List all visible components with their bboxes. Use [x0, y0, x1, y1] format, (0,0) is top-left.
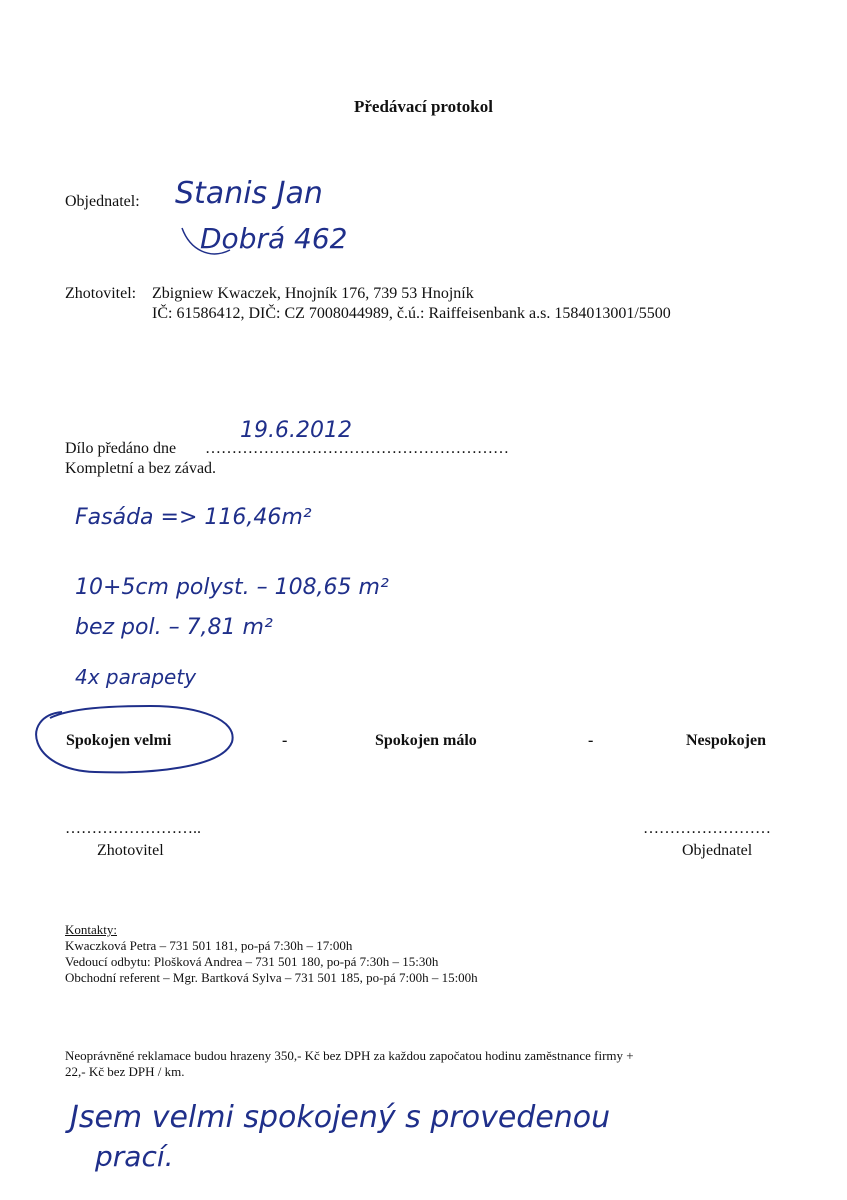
signature-line-customer: ……………………: [643, 820, 771, 837]
satisfaction-separator: -: [588, 732, 594, 749]
satisfaction-separator: -: [282, 732, 288, 749]
contractor-line2: IČ: 61586412, DIČ: CZ 7008044989, č.ú.: Raiffeisenbank a.s. 1584013001/5500: [152, 305, 671, 322]
contractor-label: Zhotovitel:: [65, 285, 137, 302]
handover-label: Dílo předáno dne: [65, 440, 177, 457]
contractor-line1: Zbigniew Kwaczek, Hnojník 176, 739 53 Hnojník: [152, 285, 474, 302]
satisfaction-option-little: Spokojen málo: [375, 732, 477, 749]
handover-dotted-line: …………………………………………………: [205, 440, 509, 457]
comment-handwritten: Jsem velmi spokojený s provedenou: [70, 1100, 611, 1135]
comment-handwritten: prací.: [95, 1140, 174, 1173]
signature-label-customer: Objednatel: [682, 842, 753, 859]
page-title: Předávací protokol: [354, 97, 493, 116]
handover-date-handwritten: 19.6.2012: [240, 418, 352, 443]
note-line: Fasáda => 116,46m²: [75, 505, 312, 530]
contact-line: Kwaczková Petra – 731 501 181, po-pá 7:30h – 17:00h: [65, 938, 353, 953]
note-line: 4x parapety: [75, 665, 197, 689]
handover-status: Kompletní a bez závad.: [65, 460, 217, 477]
customer-label: Objednatel:: [65, 193, 140, 210]
disclaimer-line: 22,- Kč bez DPH / km.: [65, 1064, 185, 1079]
note-line: 10+5cm polyst. – 108,65 m²: [75, 575, 389, 600]
signature-line-contractor: ……………………..: [65, 820, 201, 837]
contact-line: Obchodní referent – Mgr. Bartková Sylva – 731 501 185, po-pá 7:00h – 15:00h: [65, 970, 478, 985]
customer-address-handwritten: Dobrá 462: [200, 222, 348, 255]
contacts-heading: Kontakty:: [65, 922, 117, 937]
satisfaction-option-not: Nespokojen: [686, 732, 767, 749]
disclaimer-line: Neoprávněné reklamace budou hrazeny 350,- Kč bez DPH za každou započatou hodinu zaměstnance firmy +: [65, 1048, 634, 1063]
signature-label-contractor: Zhotovitel: [97, 842, 164, 859]
satisfaction-option-very: Spokojen velmi: [66, 732, 172, 749]
customer-name-handwritten: Stanis Jan: [175, 176, 323, 211]
contact-line: Vedoucí odbytu: Plošková Andrea – 731 501 180, po-pá 7:30h – 15:30h: [65, 954, 439, 969]
note-line: bez pol. – 7,81 m²: [75, 615, 273, 640]
